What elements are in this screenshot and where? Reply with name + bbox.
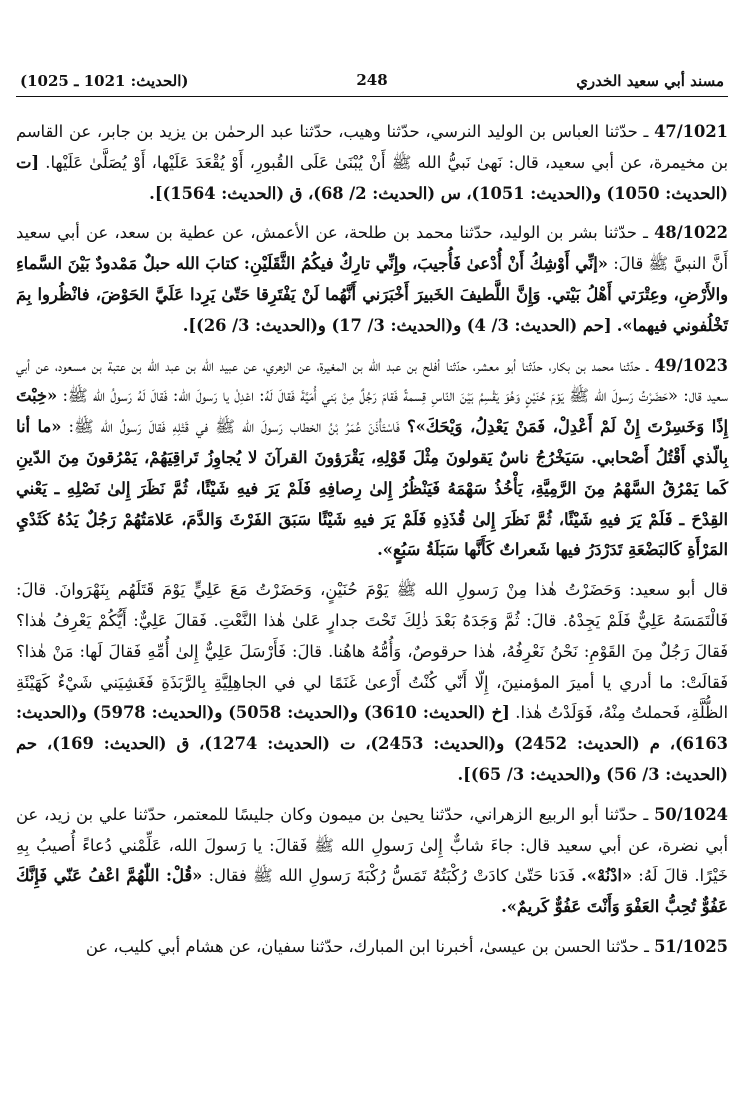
hadith-number: 49/1023	[654, 355, 728, 375]
page-body	[16, 97, 728, 963]
hadith-text: قال أبو سعيد: وَحَضَرْتُ هٰذا مِنْ رَسولِ الله ﷺ يَوْمَ حُنَيْنٍ، وَحَضَرْتُ مَعَ عَلِيٍّ يَوْمَ قَتَلَهُم بِنَهْرَوانَ. قالَ: فَالْتَمَسَهُ عَلِيٌّ فَلَمْ يَجِدْهُ. قالَ: ثُمَّ وَجَدَهُ بَعْدَ ذٰلِكَ تَحْتَ جدارٍ عَلىٰ هٰذا النَّعْتِ. فَقالَ عَلِيٌّ: أَيُّكُمْ يَعْرِفُ هٰذا؟ فَقالَ رَجُلٌ مِنَ القَوْمِ: نَحْنُ نَعْرِفُهُ، هٰذا حرقوصٌ، وَأُمُّهُ هاهُنا. قالَ: فَأَرْسَلَ عَلِيٌّ إِلىٰ أُمِّهِ فَقالَ لَها: مَنْ هٰذا؟ فَقالَتْ: ما أدري يا أميرَ المؤمنينَ، إِلّا أَنّي كُنْتُ أَرْعىٰ غَنَمًا لي في الجاهِلِيَّةِ بِالرَّبَذَةِ فَغَشِيَني شَيْءٌ كَهَيْئَةِ الظُّلَّةِ، فَحملتُ مِنْهُ، فَوَلَدْتُ هٰذا.	[16, 580, 728, 723]
hadith-entry	[16, 800, 728, 923]
hadith-number: 47/1021	[654, 122, 728, 141]
hadith-quote: «إنِّي أَوْشِكُ أَنْ أُدْعىٰ فَأُجيبَ، وإِنِّي تارِكٌ فيكُمُ الثَّقَلَيْنِ: كتابَ الله حبلٌ مَمْدودٌ بَيْنَ السَّماءِ والأَرْضِ، وعِتْرَتي أَهْلُ بَيْتي. وَإِنَّ اللَّطيفَ الخَبيرَ أَخْبَرَني أَنَّهُما لَنْ يَفْتَرِقا حَتّىٰ يَرِدا عَلَيَّ الحَوْضَ، فانْظُروا بِمَ تَخْلُفوني فيهما».	[16, 254, 728, 335]
hadith-entry	[16, 932, 728, 963]
hadith-quote: «ادْنُهْ».	[581, 866, 633, 886]
hadith-number: 50/1024	[654, 804, 728, 824]
document-page	[16, 66, 728, 1096]
hadith-quote: «قُلْ: اللّٰهُمَّ اعْفُ عَنّي فَإِنَّكَ عَفُوٌّ تُحِبُّ العَفْوَ وَأَنْتَ عَفُوٌّ كَريمٌ».	[16, 866, 728, 917]
hadith-text: فَدَنا حَتّىٰ كادَتْ رُكْبَتُهُ تَمَسُّ رُكْبَةَ رَسولِ الله ﷺ فقال:	[208, 866, 575, 886]
hadith-references: [خ (الحديث: 3610) و(الحديث: 5058) و(الحديث: 5978) و(الحديث: 6163)، م (الحديث: 2452) و(الحديث: 2453)، ت (الحديث: 1274)، ق (الحديث: 169)، حم (الحديث: 3/ 56) و(الحديث: 3/ 65)].	[16, 703, 728, 784]
hadith-entry	[16, 218, 728, 341]
hadith-text: ـ حدّثنا محمد بن بكار، حدّثنا أبو معشر، حدّثنا أفلح بن عبد الله بن المغيرة، عن الزهري، عن عبيد الله بن عبد الله بن عتبة بن مسعود، عن أبي سعيد قال: «حَضَرْتُ رَسولَ الله ﷺ يَوْمَ حُنَيْنٍ وَهُوَ يَقْسِمُ بَيْنَ النّاسِ قِسمةً فَقامَ رَجُلٌ مِنْ بَني أُمَيَّةَ فَقالَ لَهُ: اعْدِلْ يا رَسولَ الله: فَقالَ لَهُ رَسولُ الله ﷺ:	[16, 355, 728, 406]
hadith-text: ـ حدّثنا الحسن بن عيسىٰ، أخبرنا ابن المبارك، حدّثنا سفيان، عن هشام أبي كليب، عن	[85, 936, 649, 956]
hadith-quote: «خِبْتَ إِذًا وَخَسِرْتَ إِنْ لَمْ أَعْدِلْ، فَمَنْ يَعْدِلُ، وَيْحَكَ»؟	[16, 386, 729, 437]
hadith-range: (الحديث: 1021 ـ 1025)	[20, 72, 189, 90]
page-number: 248	[356, 71, 388, 89]
hadith-text: ـ حدّثنا بشر بن الوليد، حدّثنا محمد بن طلحة، عن الأعمش، عن عطية بن سعد، عن أبي سعيد أَنَّ النبيَّ ﷺ قالَ:	[16, 223, 728, 274]
hadith-entry	[16, 117, 728, 209]
page-header	[16, 66, 728, 97]
hadith-text: ـ حدّثنا أبو الربيع الزهراني، حدّثنا يحيىٰ بن ميمون وكان جليسًا للمعتمر، حدّثنا علي بن زيد، عن أبي نضرة، عن أبي سعيد قال: جاءَ شابٌّ إِلىٰ رَسولِ الله ﷺ فَقالَ: يا رَسولَ الله، عَلِّمْني دُعاءً أُصيبُ بِهِ خَيْرًا. قالَ لَهُ:	[16, 804, 728, 886]
hadith-text: ـ حدّثنا العباس بن الوليد النرسي، حدّثنا وهيب، حدّثنا عبد الرحمٰن بن يزيد بن جابر، عن القاسم بن مخيمرة، عن أبي سعيد، قال: نَهىٰ نَبيُّ الله ﷺ أَنْ يُبْنَىٰ عَلَى القُبورِ، أَوْ يُقْعَدَ عَلَيْها، أَوْ يُصَلَّىٰ عَلَيْها.	[16, 122, 728, 172]
hadith-references: [ت (الحديث: 1050) و(الحديث: 1051)، س (الحديث: 2/ 68)، ق (الحديث: 1564)].	[16, 152, 728, 203]
hadith-entry	[16, 351, 728, 567]
hadith-text: فَاسْتَأْذَنَ عُمَرُ بْنُ الخطاب رَسولَ الله ﷺ في قَتْلِهِ فَقالَ رَسولُ الله ﷺ:	[68, 417, 400, 437]
book-title: مسند أبي سعيد الخدري	[576, 72, 724, 90]
hadith-number: 48/1022	[654, 223, 728, 243]
hadith-number: 51/1025	[654, 936, 728, 956]
hadith-continuation	[16, 575, 728, 791]
hadith-references: [حم (الحديث: 3/ 4) و(الحديث: 3/ 17) و(الحديث: 3/ 26)].	[182, 315, 612, 335]
hadith-quote: «ما أنا بِالّذي أَقْتُلُ أَصْحابي. سَيَخْرُجُ ناسٌ يَقولونَ مِثْلَ قَوْلِهِ، يَقْرَؤونَ القرآنَ لا يُجاوِزُ تَراقِيَهُمْ، يَمْرُقونَ مِنَ الدّينِ كَما يَمْرُقُ السَّهْمُ مِنَ الرَّمِيَّةِ، يَأْخُذُ سَهْمَهُ فَيَنْظُرُ إِلىٰ رِصافِهِ فَلَمْ يَرَ فيهِ شَيْئًا، ثُمَّ نَظَرَ إِلىٰ نَصْلِهِ ـ يَعْني القِدْحَ ـ فَلَمْ يَرَ فيهِ شَيْئًا، ثُمَّ نَظَرَ إِلىٰ قُذَذِهِ فَلَمْ يَرَ فيهِ شَيْئًا سَبَقَ الفَرْثَ وَالدَّمَ، عَلامَتُهُمْ رَجُلٌ يَدُهُ كَثَدْيِ المَرْأَةِ كَالبَضْعَةِ تَدَرْدَرُ فيها شَعراتٌ كَأَنَّها سَبَلَةُ سَبُعٍ».	[16, 417, 728, 560]
